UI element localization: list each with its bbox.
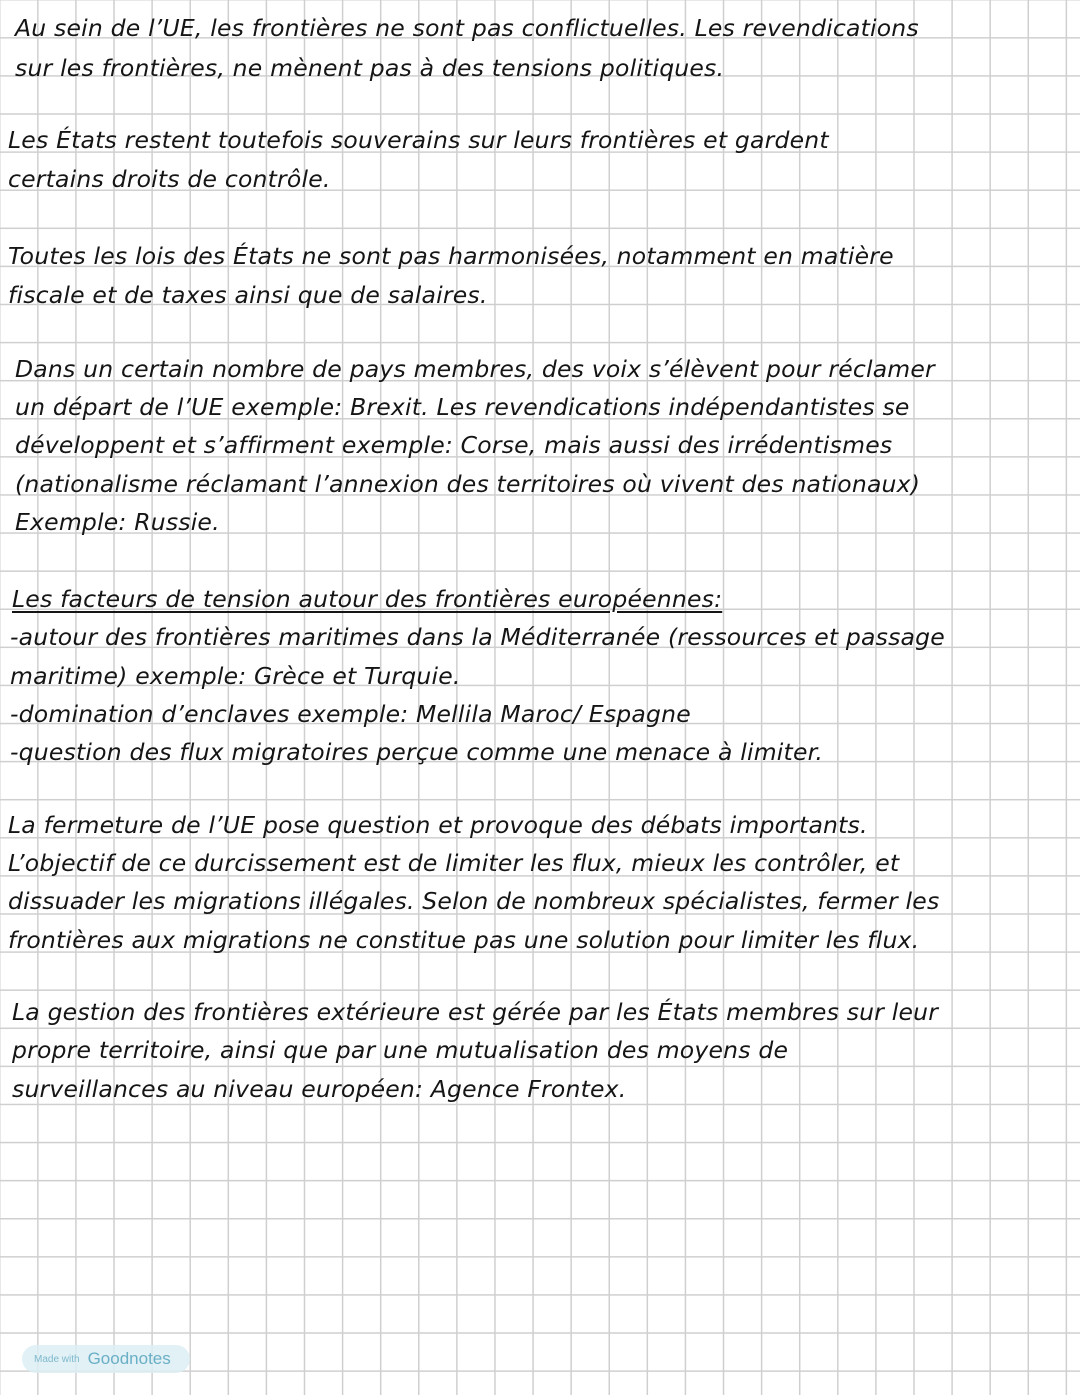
section-heading: Les facteurs de tension autour des frontières européennes: <box>12 585 723 613</box>
text-line: Toutes les lois des États ne sont pas harmonisées, notamment en matière <box>8 242 894 270</box>
text-line: Dans un certain nombre de pays membres, des voix s’élèvent pour réclamer <box>15 355 935 383</box>
text-line: un départ de l’UE exemple: Brexit. Les revendications indépendantistes se <box>15 393 910 421</box>
text-line: -question des flux migratoires perçue comme une menace à limiter. <box>10 738 823 766</box>
text-line: développent et s’affirment exemple: Corse, mais aussi des irrédentismes <box>15 431 893 459</box>
text-line: -autour des frontières maritimes dans la Méditerranée (ressources et passage <box>10 623 945 651</box>
text-line: dissuader les migrations illégales. Selon de nombreux spécialistes, fermer les <box>8 887 940 915</box>
text-line: Exemple: Russie. <box>15 508 220 536</box>
text-line: frontières aux migrations ne constitue pas une solution pour limiter les flux. <box>8 926 920 954</box>
watermark-prefix: Made with <box>34 1353 80 1365</box>
text-line: fiscale et de taxes ainsi que de salaires. <box>8 281 488 309</box>
text-line: L’objectif de ce durcissement est de limiter les flux, mieux les contrôler, et <box>8 849 900 877</box>
text-line: surveillances au niveau européen: Agence Frontex. <box>12 1075 627 1103</box>
goodnotes-watermark <box>22 1345 190 1373</box>
text-line: Les États restent toutefois souverains sur leurs frontières et gardent <box>8 126 829 154</box>
text-line: La gestion des frontières extérieure est gérée par les États membres sur leur <box>12 998 939 1026</box>
text-line: (nationalisme réclamant l’annexion des territoires où vivent des nationaux) <box>15 470 921 498</box>
watermark-brand: Goodnotes <box>87 1349 171 1368</box>
text-line: certains droits de contrôle. <box>8 165 331 193</box>
text-line: sur les frontières, ne mènent pas à des tensions politiques. <box>15 54 725 82</box>
text-line: -domination d’enclaves exemple: Mellila Maroc/ Espagne <box>10 700 691 728</box>
text-line: Au sein de l’UE, les frontières ne sont pas conflictuelles. Les revendications <box>15 14 919 42</box>
text-line: maritime) exemple: Grèce et Turquie. <box>10 662 461 690</box>
text-line: propre territoire, ainsi que par une mutualisation des moyens de <box>12 1036 789 1064</box>
text-line: La fermeture de l’UE pose question et provoque des débats importants. <box>8 811 868 839</box>
